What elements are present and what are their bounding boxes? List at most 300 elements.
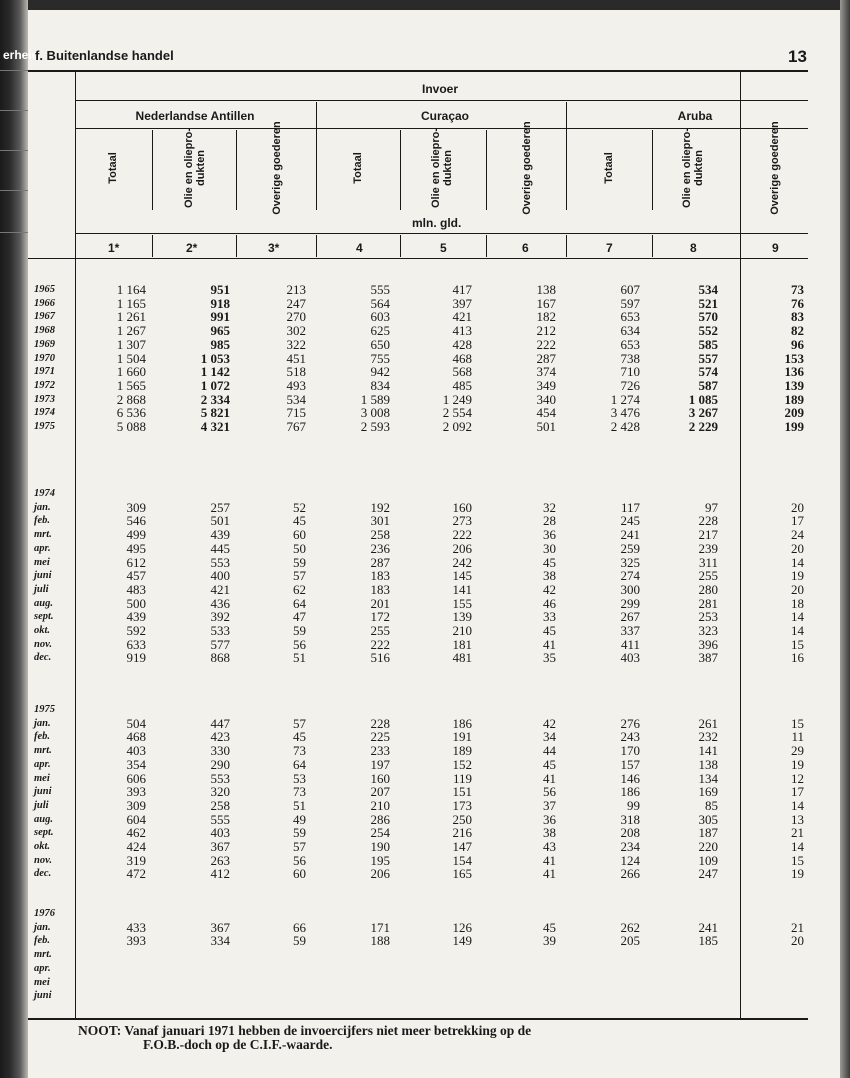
table-cell: 738 (620, 350, 640, 366)
row-label: dec. (34, 868, 52, 880)
row-label: mei (34, 772, 50, 784)
table-cell: 57 (293, 568, 306, 584)
col-number: 1* (108, 241, 120, 255)
table-cell: 423 (210, 729, 230, 745)
table-cell: 60 (293, 866, 306, 882)
table-cell: 15 (791, 715, 804, 731)
table-cell: 18 (791, 595, 804, 611)
col-divider (400, 130, 401, 210)
table-cell: 325 (620, 554, 640, 570)
row-label: 1972 (34, 379, 55, 391)
num-divider (316, 235, 317, 257)
table-cell: 181 (452, 636, 472, 652)
row-label: feb. (34, 935, 51, 947)
table-cell: 41 (543, 770, 556, 786)
table-cell: 604 (126, 811, 146, 827)
table-cell: 39 (543, 933, 556, 949)
table-cell: 1 589 (360, 391, 390, 407)
table-cell: 534 (286, 391, 306, 407)
table-cell: 568 (452, 364, 472, 380)
table-cell: 287 (536, 350, 556, 366)
table-cell: 504 (126, 715, 146, 731)
table-cell: 30 (543, 540, 556, 556)
table-cell: 210 (370, 797, 390, 813)
row-label: nov. (34, 854, 52, 866)
table-cell: 33 (543, 609, 556, 625)
col-head-1: Totaal (107, 152, 119, 184)
table-cell: 222 (536, 336, 556, 352)
table-cell: 199 (784, 419, 804, 434)
table-cell: 38 (543, 568, 556, 584)
table-cell: 534 (698, 282, 718, 297)
table-cell: 286 (370, 811, 390, 827)
table-cell: 951 (210, 282, 230, 297)
table-cell: 147 (452, 839, 472, 854)
table-cell: 35 (543, 650, 556, 666)
table-cell: 186 (620, 784, 640, 800)
table-cell: 1 165 (116, 295, 146, 311)
col-head-7: Totaal (603, 152, 615, 184)
col-head-9: Overige goederen (769, 121, 781, 215)
table-cell: 197 (370, 756, 390, 772)
table-cell: 76 (791, 295, 804, 311)
table-cell: 255 (370, 623, 390, 638)
table-cell: 577 (210, 636, 230, 652)
table-cell: 14 (791, 623, 804, 638)
table-cell: 139 (452, 609, 472, 625)
table-cell: 1 267 (116, 323, 146, 339)
table-cell: 585 (698, 336, 718, 352)
row-label: mei (34, 556, 50, 568)
table-cell: 49 (293, 811, 306, 827)
table-cell: 400 (210, 568, 230, 584)
side-rule (0, 70, 28, 71)
table-cell: 634 (620, 323, 640, 339)
table-cell: 160 (370, 770, 390, 786)
table-cell: 403 (620, 650, 640, 666)
table-cell: 334 (210, 933, 230, 949)
table-cell: 274 (620, 568, 640, 584)
table-cell: 393 (126, 933, 146, 949)
table-cell: 210 (452, 623, 472, 638)
table-cell: 516 (370, 650, 390, 666)
table-cell: 139 (784, 377, 804, 393)
table-cell: 53 (293, 770, 306, 786)
page-right-edge (840, 0, 850, 1078)
table-cell: 518 (286, 364, 306, 380)
table-cell: 715 (286, 405, 306, 421)
row-label: okt. (34, 625, 51, 636)
page-number: 13 (788, 47, 807, 66)
row-label: juni (34, 990, 52, 1002)
num-divider (486, 235, 487, 257)
table-cell: 154 (452, 852, 472, 868)
table-cell: 451 (286, 350, 306, 366)
table-cell: 468 (452, 350, 472, 366)
table-cell: 225 (370, 729, 390, 745)
table-cell: 1 085 (688, 391, 718, 407)
table-cell: 552 (698, 323, 718, 339)
table-cell: 152 (452, 756, 472, 772)
table-cell: 57 (293, 839, 306, 854)
page-top-edge (0, 0, 850, 10)
table-cell: 15 (791, 852, 804, 868)
table-cell: 439 (210, 527, 230, 543)
table-cell: 37 (543, 797, 556, 813)
table-cell: 564 (370, 295, 390, 311)
group-divider (316, 102, 317, 210)
row-label: feb. (34, 731, 51, 743)
table-cell: 1 072 (200, 377, 230, 393)
row-label: 1965 (34, 284, 55, 295)
table-cell: 319 (126, 852, 146, 868)
table-cell: 241 (698, 919, 718, 935)
row-label: apr. (34, 758, 51, 770)
table-cell: 242 (452, 554, 472, 570)
table-cell: 587 (698, 377, 718, 393)
aruba-other-rule (740, 72, 741, 1018)
table-cell: 424 (126, 839, 146, 854)
table-cell: 232 (698, 729, 718, 745)
table-cell: 212 (536, 323, 556, 339)
row-label: apr. (34, 962, 51, 974)
table-cell: 447 (210, 715, 230, 731)
row-label: mrt. (34, 529, 52, 541)
table-cell: 52 (293, 499, 306, 515)
table-cell: 41 (543, 866, 556, 882)
table-cell: 170 (620, 743, 640, 759)
table-cell: 266 (620, 866, 640, 882)
table-cell: 64 (293, 595, 306, 611)
table-cell: 263 (210, 852, 230, 868)
table-cell: 597 (620, 295, 640, 311)
table-cell: 126 (452, 919, 472, 935)
table-cell: 412 (210, 866, 230, 882)
table-cell: 17 (791, 784, 804, 800)
col-number: 6 (522, 241, 529, 255)
table-cell: 241 (620, 527, 640, 543)
row-label: mrt. (34, 949, 52, 961)
table-cell: 942 (370, 364, 390, 380)
table-cell: 6 536 (116, 405, 146, 421)
table-cell: 36 (543, 811, 556, 827)
table-cell: 367 (210, 839, 230, 854)
table-cell: 45 (293, 513, 306, 529)
row-label: juni (34, 570, 52, 582)
table-cell: 236 (370, 540, 390, 556)
table-cell: 5 088 (116, 419, 146, 434)
table-cell: 36 (543, 527, 556, 543)
table-cell: 59 (293, 554, 306, 570)
table-cell: 397 (452, 295, 472, 311)
row-label: juli (34, 799, 49, 811)
table-cell: 413 (452, 323, 472, 339)
table-cell: 182 (536, 309, 556, 325)
table-cell: 650 (370, 336, 390, 352)
table-cell: 45 (543, 756, 556, 772)
table-cell: 165 (452, 866, 472, 882)
row-label: 1971 (34, 366, 55, 378)
table-cell: 340 (536, 391, 556, 407)
table-cell: 45 (293, 729, 306, 745)
table-cell: 258 (370, 527, 390, 543)
table-cell: 34 (543, 729, 556, 745)
table-cell: 19 (791, 866, 804, 882)
table-cell: 195 (370, 852, 390, 868)
table-cell: 206 (452, 540, 472, 556)
table-cell: 3 476 (610, 405, 640, 421)
table-cell: 607 (620, 282, 640, 297)
table-cell: 59 (293, 825, 306, 841)
table-cell: 50 (293, 540, 306, 556)
table-cell: 216 (452, 825, 472, 841)
table-cell: 318 (620, 811, 640, 827)
col-head-4: Totaal (352, 152, 364, 184)
table-cell: 570 (698, 309, 718, 325)
row-label: 1975 (34, 421, 55, 432)
table-cell: 51 (293, 650, 306, 666)
col-head-6: Overige goederen (521, 121, 533, 215)
group-heading-aruba: Aruba (677, 109, 713, 123)
table-cell: 433 (126, 919, 146, 935)
table-cell: 239 (698, 540, 718, 556)
row-label: 1970 (34, 352, 55, 364)
table-cell: 66 (293, 919, 306, 935)
num-divider (152, 235, 153, 257)
table-cell: 20 (791, 933, 804, 949)
table-cell: 868 (210, 650, 230, 666)
table-cell: 276 (620, 715, 640, 731)
table-cell: 41 (543, 636, 556, 652)
table-cell: 151 (452, 784, 472, 800)
table-cell: 2 554 (442, 405, 472, 421)
table-cell: 633 (126, 636, 146, 652)
table-cell: 309 (126, 797, 146, 813)
table-cell: 555 (210, 811, 230, 827)
table-cell: 300 (620, 581, 640, 597)
table-cell: 330 (210, 743, 230, 759)
table-cell: 155 (452, 595, 472, 611)
row-label: 1975 (34, 704, 55, 715)
table-cell: 403 (210, 825, 230, 841)
row-label: jan. (34, 501, 51, 513)
table-cell: 3 267 (688, 405, 718, 421)
table-cell: 281 (698, 595, 718, 611)
table-cell: 625 (370, 323, 390, 339)
table-cell: 41 (543, 852, 556, 868)
page-title: f. Buitenlandse handel (35, 48, 174, 63)
col-number: 8 (690, 241, 697, 255)
table-cell: 1 565 (116, 377, 146, 393)
table-cell: 97 (705, 499, 718, 515)
table-cell: 603 (370, 309, 390, 325)
table-cell: 82 (791, 323, 804, 339)
col-number: 2* (186, 241, 198, 255)
table-cell: 546 (126, 513, 146, 529)
table-cell: 20 (791, 581, 804, 597)
num-divider (566, 235, 567, 257)
table-cell: 396 (698, 636, 718, 652)
row-label: mei (34, 976, 50, 988)
table-cell: 46 (543, 595, 556, 611)
table-cell: 273 (452, 513, 472, 529)
table-cell: 171 (370, 919, 390, 935)
table-cell: 1 307 (116, 336, 146, 352)
table-cell: 1 164 (116, 282, 146, 297)
table-cell: 468 (126, 729, 146, 745)
table-cell: 45 (543, 554, 556, 570)
table-cell: 138 (536, 282, 556, 297)
table-cell: 60 (293, 527, 306, 543)
num-divider (400, 235, 401, 257)
table-cell: 245 (620, 513, 640, 529)
table-cell: 290 (210, 756, 230, 772)
table-cell: 322 (286, 336, 306, 352)
table-cell: 20 (791, 499, 804, 515)
table-cell: 124 (620, 852, 640, 868)
table-cell: 64 (293, 756, 306, 772)
table-cell: 99 (627, 797, 640, 813)
table-cell: 191 (452, 729, 472, 745)
table-cell: 323 (698, 623, 718, 638)
table-cell: 250 (452, 811, 472, 827)
row-label: okt. (34, 841, 51, 852)
table-cell: 17 (791, 513, 804, 529)
num-divider (652, 235, 653, 257)
table-cell: 73 (293, 743, 306, 759)
row-label: feb. (34, 515, 51, 527)
row-label: juni (34, 786, 52, 798)
table-cell: 57 (293, 715, 306, 731)
table-cell: 3 008 (360, 405, 390, 421)
table-cell: 1 660 (116, 364, 146, 380)
table-cell: 521 (698, 295, 718, 311)
table-cell: 393 (126, 784, 146, 800)
table-cell: 56 (543, 784, 556, 800)
table-cell: 267 (620, 609, 640, 625)
col-divider (152, 130, 153, 210)
table-cell: 258 (210, 797, 230, 813)
table-cell: 270 (286, 309, 306, 325)
table-cell: 109 (698, 852, 718, 868)
table-cell: 253 (698, 609, 718, 625)
table-cell: 767 (286, 419, 306, 434)
footnote-line-2: F.O.B.-doch op de C.I.F.-waarde. (143, 1037, 333, 1052)
table-cell: 454 (536, 405, 556, 421)
row-label: sept. (34, 611, 54, 623)
table-cell: 311 (698, 554, 718, 570)
table-cell: 255 (698, 568, 718, 584)
table-cell: 51 (293, 797, 306, 813)
table-cell: 189 (784, 391, 804, 407)
table-cell: 43 (543, 839, 556, 854)
table-cell: 457 (126, 568, 146, 584)
row-label: apr. (34, 542, 51, 554)
table-cell: 201 (370, 595, 390, 611)
table-cell: 157 (620, 756, 640, 772)
table-cell: 28 (543, 513, 556, 529)
row-label: jan. (34, 717, 51, 729)
table-cell: 183 (370, 581, 390, 597)
table-cell: 501 (536, 419, 556, 434)
table-cell: 4 321 (200, 419, 230, 434)
row-label: dec. (34, 652, 52, 664)
table-cell: 16 (791, 650, 804, 666)
row-label: aug. (34, 813, 53, 825)
table-cell: 222 (370, 636, 390, 652)
table-cell: 436 (210, 595, 230, 611)
table-cell: 553 (210, 554, 230, 570)
col-number: 7 (606, 241, 613, 255)
table-cell: 653 (620, 336, 640, 352)
header-bottom-rule (28, 258, 808, 259)
table-cell: 421 (452, 309, 472, 325)
table-cell: 421 (210, 581, 230, 597)
table-cell: 553 (210, 770, 230, 786)
table-cell: 207 (370, 784, 390, 800)
table-cell: 208 (620, 825, 640, 841)
table-cell: 32 (543, 499, 556, 515)
table-cell: 280 (698, 581, 718, 597)
group-divider (566, 102, 567, 210)
col-number: 4 (356, 241, 363, 255)
table-cell: 222 (452, 527, 472, 543)
table-bottom-rule (28, 1018, 808, 1020)
table-cell: 47 (293, 609, 306, 625)
table-cell: 320 (210, 784, 230, 800)
table-cell: 1 249 (442, 391, 472, 407)
table-cell: 20 (791, 540, 804, 556)
table-cell: 205 (620, 933, 640, 949)
table-cell: 56 (293, 636, 306, 652)
table-cell: 220 (698, 839, 718, 854)
table-cell: 11 (791, 729, 804, 745)
col-head-3: Overige goederen (271, 121, 283, 215)
table-cell: 985 (210, 336, 230, 352)
unit-label: mln. gld. (412, 216, 462, 230)
table-cell: 2 428 (610, 419, 640, 434)
table-cell: 21 (791, 825, 804, 841)
side-rule (0, 110, 28, 111)
table-cell: 1 274 (610, 391, 640, 407)
table-cell: 14 (791, 609, 804, 625)
table-cell: 755 (370, 350, 390, 366)
table-cell: 169 (698, 784, 718, 800)
table-cell: 96 (791, 336, 804, 352)
table-cell: 234 (620, 839, 640, 854)
table-cell: 261 (698, 715, 718, 731)
table-cell: 2 593 (360, 419, 390, 434)
table-cell: 117 (620, 499, 640, 515)
table-cell: 428 (452, 336, 472, 352)
table-cell: 483 (126, 581, 146, 597)
table-cell: 392 (210, 609, 230, 625)
col-number: 5 (440, 241, 447, 255)
table-cell: 302 (286, 323, 306, 339)
table-cell: 59 (293, 623, 306, 638)
table-cell: 1 504 (116, 350, 146, 366)
table-cell: 73 (791, 282, 804, 297)
table-cell: 403 (126, 743, 146, 759)
book-binding (0, 0, 28, 1078)
col-head-8: Olie en oliepro-dukten (681, 127, 705, 209)
table-cell: 243 (620, 729, 640, 745)
table-cell: 5 821 (200, 405, 230, 421)
table-cell: 2 868 (116, 391, 146, 407)
table-cell: 305 (698, 811, 718, 827)
table-cell: 146 (620, 770, 640, 786)
table-cell: 262 (620, 919, 640, 935)
